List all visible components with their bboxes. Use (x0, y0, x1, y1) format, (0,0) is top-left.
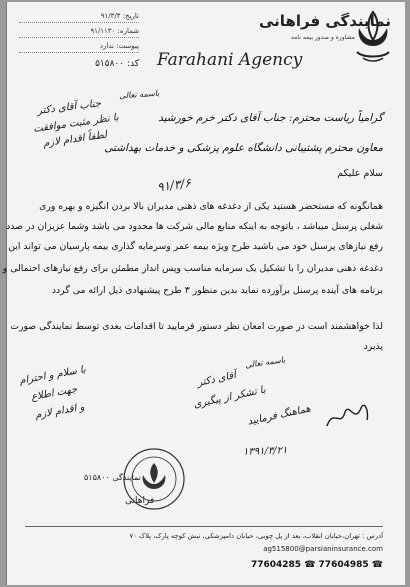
footer-phones: 77604285 ☎ 77604985 ☎ (250, 560, 383, 570)
stamp-name: فراهانی (125, 496, 155, 506)
handwritten-bottom-right-4: هماهنگ فرمایید (246, 403, 312, 428)
agency-code: کد: ۵۱۵۸۰۰ (95, 59, 139, 69)
handwritten-bottom-right-3: با تشکر از پیگیری (192, 384, 267, 411)
recipient-line-2: معاون محترم پشتیبانی دانشگاه علوم پزشکی و خدمات بهداشتی (104, 142, 383, 154)
signature-scribble-icon (323, 398, 371, 432)
handwritten-bottom-right-1: باسمه تعالی (244, 355, 286, 370)
handwritten-top-line-4: لطفاً اقدام لازم (42, 129, 108, 150)
handwritten-top-date: ۹۱/۳/۶ (156, 175, 192, 195)
handwritten-bottom-right-date: ۱۳۹۱/۳/۲۱ (242, 445, 288, 458)
closing-line-1: لذا خواهشمند است در صورت امعان نظر دستور فرمایید تا اقدامات بعدی توسط نمایندگی صورت (10, 321, 383, 332)
parsian-logo-icon (349, 6, 397, 68)
handwritten-bottom-right-2: آقای دکتر (196, 370, 238, 389)
document-meta (19, 10, 139, 69)
date-field: تاریخ: ۹۱/۳/۴ (19, 10, 139, 23)
body-line-3: رفع نیازهای پرسنل خود می باشید طرح ویژه بیمه عمر وسرمایه گذاری بیمه پارسیان می تواند این (8, 241, 383, 252)
greeting: سلام علیکم (337, 168, 383, 179)
footer-address: آدرس : تهران،خیابان انقلاب، بعد از پل چوبی، خیابان دامپزشکی، نبش کوچه پارک، پلاک ۷۰ (129, 532, 383, 540)
body-line-5: برنامه های آینده پرسنل برآورده نماید بدین منظور ۳ طرح پیشنهادی ذیل ارائه می گردد (51, 285, 383, 296)
handwritten-top-line-3: با نظر مثبت موافقت (32, 112, 120, 135)
attachment-field: پیوست: ندارد (19, 40, 139, 53)
latin-brand: Farahani Agency (157, 50, 303, 70)
footer (25, 526, 383, 583)
recipient-line-1: گرامیاً ریاست محترم: جناب آقای دکتر خرم خورشید (158, 112, 383, 124)
brand-title: نمایندگی فراهانی (259, 12, 391, 30)
handwritten-bottom-left-2: جهت اطلاع (30, 384, 79, 403)
document-page (2, 2, 405, 585)
footer-email: ag515800@parsianinsurance.com (263, 545, 383, 553)
handwritten-bottom-left-1: با سلام و احترام (18, 364, 87, 387)
handwritten-top-line-1: باسمه تعالی (118, 88, 160, 101)
body-line-4: دغدغه ذهنی مدیران را با تشکیل یک سرمایه مناسب وپس انداز مطمئن برای رفع نیازهای احتمالی و (2, 263, 383, 274)
brand-subtitle: مشاوره و صدور بیمه نامه (291, 34, 355, 41)
stamp-label: نمایندگی ۵۱۵۸۰۰ (84, 473, 141, 482)
body-line-1: همانگونه که مستحضر هستید یکی از دغدغه های ذهنی مدیران بالا بردن انگیزه و بهره وری (39, 201, 383, 212)
body-line-2: شغلی پرسنل میباشد ، باتوجه به اینکه منابع مالی شرکت ها محدود می باشد وشما عزیزان در صدد (6, 221, 383, 232)
closing-line-2: پذیرد (363, 341, 383, 352)
handwritten-bottom-left-3: و اقدام لازم (34, 401, 86, 422)
handwritten-top-line-2: جناب آقای دکتر (36, 98, 102, 117)
number-field: شماره: ۹۱/۱۱۳۰ (19, 25, 139, 38)
